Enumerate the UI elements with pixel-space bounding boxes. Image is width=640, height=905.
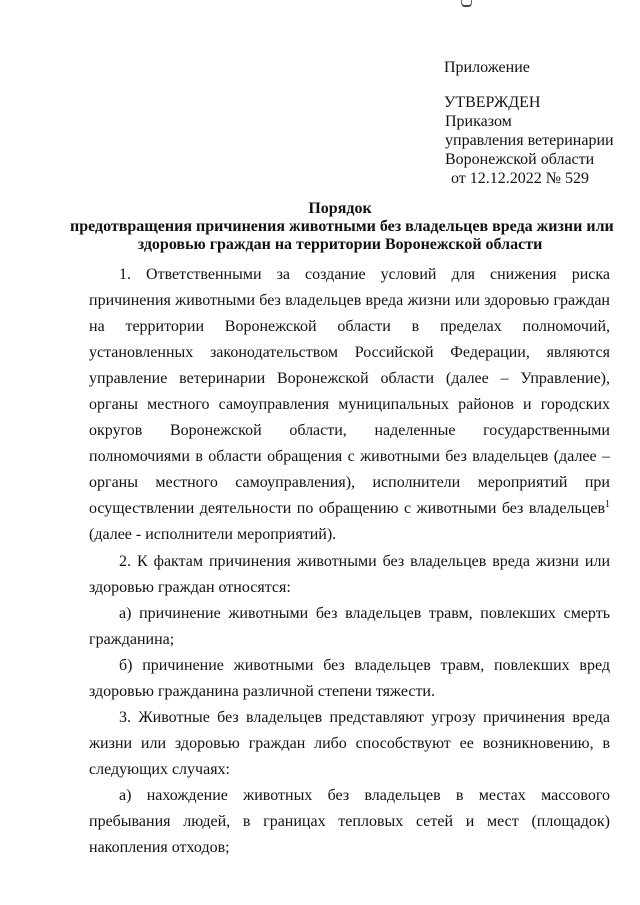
appendix-label: Приложение <box>444 59 530 76</box>
paragraph-1-tail: (далее - исполнители мероприятий). <box>89 526 337 544</box>
paragraph-1-text: 1. Ответственными за создание условий для снижения риска причинения животными без владельцев вреда жизни или здоровью граждан на территории Воронежской области в пределах полномочий, установленных законодательством Российской Федерации, являются управление ветеринарии Воронежской области (далее – Управление), органы местного самоуправления муниципальных районов и городских округов Воронежской области, наделенные государственными полномочиями в области обращения с животными без владельцев (далее – органы местного самоуправления), исполнители мероприятий при осуществлении деятельности по обращению с животными без владельцев <box>89 266 610 518</box>
order-line: Воронежской области <box>445 151 595 168</box>
order-line: Приказом <box>445 113 512 130</box>
approved-stamp: УТВЕРЖДЕН <box>444 94 541 111</box>
footnote-reference: 1 <box>605 499 610 511</box>
paragraph-3a: а) нахождение животных без владельцев в местах массового пребывания людей, в границах тепловых сетей и мест (площадок) накопления отходов; <box>89 786 610 857</box>
paragraph-1 <box>89 262 610 549</box>
order-date-number: от 12.12.2022 № 529 <box>451 170 590 187</box>
paragraph-2: 2. К фактам причинения животными без владельцев вреда жизни или здоровью граждан относятся: <box>89 552 610 596</box>
paragraph-2b: б) причинение животными без владельцев травм, повлекших вред здоровью гражданина различной степени тяжести. <box>89 656 610 700</box>
title-subtitle-line: здоровью граждан на территории Воронежской области <box>137 236 543 253</box>
document-body <box>89 262 610 861</box>
title-subtitle-line: предотвращения причинения животными без владельцев вреда жизни или <box>70 218 614 235</box>
staple-mark <box>461 0 472 7</box>
document-title <box>70 200 614 254</box>
title-heading: Порядок <box>308 200 372 217</box>
order-line: управления ветеринарии <box>445 132 614 149</box>
paragraph-2a: а) причинение животными без владельцев травм, повлекших смерть гражданина; <box>89 604 610 648</box>
paragraph-3: 3. Животные без владельцев представляют угрозу причинения вреда жизни или здоровью граждан либо способствуют ее возникновению, в следующих случаях: <box>89 708 610 778</box>
